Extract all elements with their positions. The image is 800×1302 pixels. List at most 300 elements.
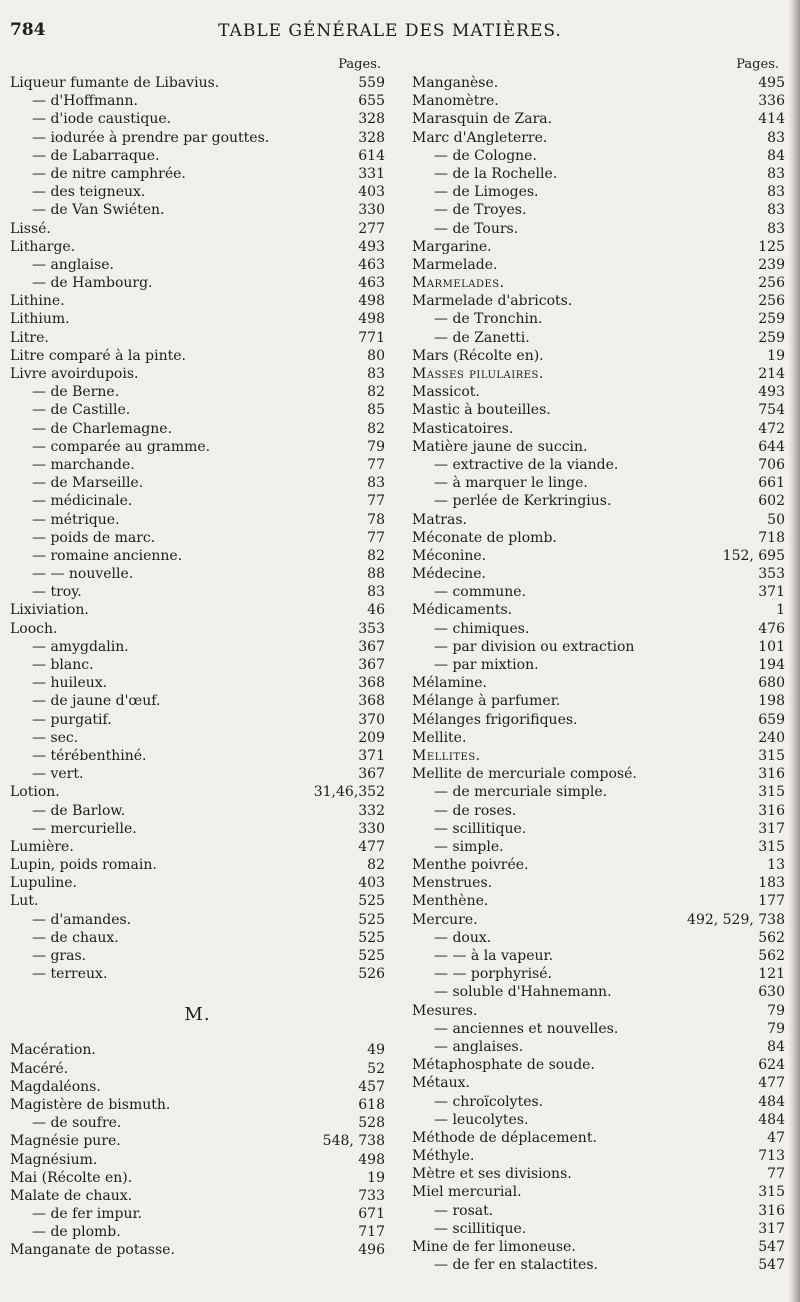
entry-term: — de plomb. [32, 1224, 121, 1241]
entry-page: 1 [776, 602, 785, 619]
entry-term: — perlée de Kerkringius. [434, 493, 612, 510]
entry-term: Magistère de bismuth. [10, 1096, 171, 1113]
index-list-m-continued [412, 74, 785, 1274]
entry-term: Mellite de mercuriale composé. [412, 766, 637, 783]
entry-page: 403 [358, 875, 385, 892]
index-entry [412, 365, 785, 383]
entry-term: Méconine. [412, 547, 487, 564]
entry-term: Magdaléons. [10, 1078, 101, 1095]
index-entry [10, 1041, 385, 1059]
entry-term: — de chaux. [32, 929, 119, 946]
entry-page: 78 [367, 511, 385, 528]
entry-page: 82 [367, 857, 385, 874]
entry-page: 330 [358, 202, 385, 219]
entry-page: 19 [767, 347, 785, 364]
entry-page: 496 [358, 1242, 385, 1259]
entry-page: 661 [758, 475, 785, 492]
entry-term: Massicot. [412, 384, 480, 401]
entry-page: 525 [358, 893, 385, 910]
entry-page: 83 [367, 366, 385, 382]
index-entry [10, 692, 385, 710]
index-entry [412, 1147, 785, 1165]
entry-term: Margarine. [412, 238, 492, 255]
entry-term: Macéré. [10, 1060, 69, 1077]
index-entry [412, 1220, 785, 1238]
index-entry [412, 438, 785, 456]
index-entry [10, 856, 385, 874]
index-entry [412, 420, 785, 438]
entry-term: Métaphosphate de soude. [412, 1057, 595, 1074]
index-entry [412, 1038, 785, 1056]
index-entry [412, 1020, 785, 1038]
entry-page: 671 [358, 1206, 385, 1223]
index-entry [412, 383, 785, 401]
index-entry [10, 802, 385, 820]
entry-page: 88 [367, 566, 385, 583]
entry-term: — médicinale. [32, 493, 133, 510]
index-entry [10, 511, 385, 529]
entry-term: — de fer impur. [32, 1206, 143, 1223]
index-entry [412, 583, 785, 601]
page-number: 784 [10, 20, 46, 40]
index-entry [10, 1078, 385, 1096]
right-column [412, 56, 785, 1274]
entry-page: 493 [358, 238, 385, 255]
index-entry [412, 947, 785, 965]
index-entry [412, 456, 785, 474]
entry-term: — de Tours. [434, 220, 519, 237]
index-entry [412, 1074, 785, 1092]
index-entry [412, 1093, 785, 1111]
entry-term: Méconate de plomb. [412, 529, 557, 546]
entry-page: 754 [758, 402, 785, 419]
index-entry [10, 929, 385, 947]
index-entry [10, 183, 385, 201]
index-entry [10, 274, 385, 292]
entry-term: — — porphyrisé. [434, 966, 552, 983]
index-entry [412, 856, 785, 874]
index-entry [412, 347, 785, 365]
entry-page: 717 [358, 1224, 385, 1241]
index-entry [10, 310, 385, 328]
entry-term: — purgatif. [32, 711, 112, 728]
entry-page: 13 [767, 857, 785, 874]
index-entry [10, 838, 385, 856]
index-entry [412, 1111, 785, 1129]
entry-page: 368 [358, 675, 385, 692]
entry-term: Litre comparé à la pinte. [10, 347, 186, 364]
entry-term: Liqueur fumante de Libavius. [10, 75, 220, 91]
entry-page: 526 [358, 966, 385, 983]
entry-term: — de la Rochelle. [434, 165, 558, 182]
entry-term: Lupin, poids romain. [10, 857, 157, 874]
index-entry [412, 820, 785, 838]
index-entry [412, 965, 785, 983]
entry-term: Mercure. [412, 911, 478, 928]
entry-page: 457 [358, 1078, 385, 1095]
index-entry [10, 874, 385, 892]
index-entry [10, 529, 385, 547]
index-entry [10, 565, 385, 583]
entry-page: 562 [758, 948, 785, 964]
entry-page: 19 [367, 1169, 385, 1186]
index-entry [412, 729, 785, 747]
entry-page: 177 [758, 893, 785, 910]
index-entry [10, 110, 385, 128]
entry-term: — soluble d'Hahnemann. [434, 984, 612, 1001]
entry-term: Médecine. [412, 566, 486, 583]
entry-page: 370 [358, 711, 385, 728]
entry-term: — blanc. [32, 657, 94, 673]
index-entry [412, 802, 785, 820]
entry-page: 121 [758, 966, 785, 983]
index-entry [412, 256, 785, 274]
entry-page: 336 [758, 93, 785, 110]
entry-page: 477 [758, 1075, 785, 1092]
entry-term: — scillitique. [434, 820, 527, 837]
index-entry [10, 147, 385, 165]
entry-term: Lithine. [10, 293, 65, 310]
index-entry [412, 1256, 785, 1274]
entry-page: 77 [367, 456, 385, 473]
index-entry [412, 674, 785, 692]
index-entry [10, 365, 385, 383]
pages-column-label: Pages. [736, 57, 779, 72]
entry-page: 83 [767, 202, 785, 219]
entry-page: 79 [367, 438, 385, 455]
index-entry [10, 820, 385, 838]
entry-page: 492, 529, 738 [687, 911, 785, 928]
entry-term: Malate de chaux. [10, 1187, 133, 1204]
entry-page: 771 [358, 329, 385, 346]
entry-term: — par division ou extraction [434, 638, 635, 655]
entry-term: — anglaise. [32, 256, 114, 273]
index-entry [412, 911, 785, 929]
entry-page: 525 [358, 948, 385, 964]
entry-page: 495 [758, 75, 785, 91]
section-letter: M. [184, 1004, 211, 1026]
index-entry [412, 1202, 785, 1220]
index-entry [10, 438, 385, 456]
index-entry [10, 1132, 385, 1150]
entry-term: Menstrues. [412, 875, 493, 892]
entry-page: 82 [367, 384, 385, 401]
entry-term: Marmelade d'abricots. [412, 293, 573, 310]
entry-page: 84 [767, 1038, 785, 1055]
entry-term: — de Barlow. [32, 802, 126, 819]
index-entry [10, 1205, 385, 1223]
entry-term: — de Limoges. [434, 184, 539, 201]
left-column [10, 56, 385, 1260]
index-entry [10, 347, 385, 365]
entry-term: — comparée au gramme. [32, 438, 211, 455]
entry-term: Masticatoires. [412, 420, 514, 437]
entry-page: 328 [358, 129, 385, 146]
entry-page: 368 [358, 693, 385, 710]
entry-page: 83 [767, 129, 785, 146]
entry-term: Marc d'Angleterre. [412, 129, 548, 146]
entry-page: 713 [758, 1148, 785, 1165]
index-entry [10, 456, 385, 474]
entry-page: 353 [758, 566, 785, 583]
index-entry [412, 1129, 785, 1147]
index-entry [10, 674, 385, 692]
entry-page: 315 [758, 747, 785, 764]
entry-term: Manomètre. [412, 93, 499, 110]
entry-page: 332 [358, 802, 385, 819]
entry-term: Magnésie pure. [10, 1133, 121, 1150]
index-entry [10, 892, 385, 910]
entry-term: — rosat. [434, 1202, 494, 1219]
entry-term: — scillitique. [434, 1220, 527, 1237]
entry-page: 31,46,352 [313, 784, 385, 801]
index-entry [10, 238, 385, 256]
entry-term: — anciennes et nouvelles. [434, 1020, 619, 1037]
entry-term: Macération. [10, 1042, 96, 1059]
entry-page: 277 [358, 220, 385, 237]
entry-term: — métrique. [32, 511, 120, 528]
entry-term: — gras. [32, 948, 87, 964]
index-entry [412, 511, 785, 529]
index-entry [412, 1165, 785, 1183]
entry-page: 367 [358, 766, 385, 783]
index-entry [10, 1187, 385, 1205]
entry-term: — de mercuriale simple. [434, 784, 608, 801]
entry-term: Lixiviation. [10, 602, 89, 619]
entry-page: 83 [767, 220, 785, 237]
entry-page: 367 [358, 638, 385, 655]
entry-term: Mine de fer limoneuse. [412, 1239, 576, 1255]
entry-term: Lissé. [10, 220, 51, 237]
entry-term: Miel mercurial. [412, 1184, 522, 1201]
index-entry [10, 1060, 385, 1078]
entry-term: — de Marseille. [32, 475, 144, 492]
index-entry [10, 1096, 385, 1114]
entry-page: 256 [758, 293, 785, 310]
index-entry [10, 1241, 385, 1259]
index-entry [10, 1223, 385, 1241]
entry-page: 403 [358, 184, 385, 201]
entry-page: 259 [758, 311, 785, 328]
index-entry [10, 383, 385, 401]
index-entry [412, 474, 785, 492]
index-entry [10, 129, 385, 147]
index-entry [10, 1114, 385, 1132]
entry-term: — de Cologne. [434, 147, 537, 164]
index-entry [412, 292, 785, 310]
entry-term: Masses pilulaires. [412, 366, 544, 382]
index-entry [412, 74, 785, 92]
entry-page: 655 [358, 93, 385, 110]
entry-page: 194 [758, 657, 785, 673]
index-entry [10, 256, 385, 274]
entry-term: Lumière. [10, 838, 74, 855]
entry-page: 85 [367, 402, 385, 419]
entry-page: 614 [358, 147, 385, 164]
index-entry [412, 656, 785, 674]
entry-term: — extractive de la viande. [434, 456, 619, 473]
entry-term: — poids de marc. [32, 529, 156, 546]
entry-page: 644 [758, 438, 785, 455]
index-entry [412, 201, 785, 219]
entry-term: — commune. [434, 584, 527, 601]
index-entry [10, 74, 385, 92]
entry-page: 49 [367, 1042, 385, 1059]
entry-page: 183 [758, 875, 785, 892]
index-list-m [10, 1041, 385, 1259]
entry-page: 525 [358, 911, 385, 928]
index-entry [10, 765, 385, 783]
entry-page: 315 [758, 784, 785, 801]
index-entry [412, 183, 785, 201]
entry-term: Mastic à bouteilles. [412, 402, 551, 419]
entry-page: 101 [758, 638, 785, 655]
entry-page: 240 [758, 729, 785, 746]
entry-term: — romaine ancienne. [32, 547, 183, 564]
entry-term: Litre. [10, 329, 49, 346]
entry-page: 46 [367, 602, 385, 619]
entry-page: 733 [358, 1187, 385, 1204]
index-entry [10, 1151, 385, 1169]
index-entry [412, 329, 785, 347]
entry-page: 680 [758, 675, 785, 692]
entry-term: — de roses. [434, 802, 517, 819]
entry-term: — de jaune d'œuf. [32, 693, 161, 710]
entry-term: — anglaises. [434, 1038, 524, 1055]
entry-term: — iodurée à prendre par gouttes. [32, 129, 270, 146]
entry-page: 477 [358, 838, 385, 855]
entry-term: — de Labarraque. [32, 147, 160, 164]
index-entry [10, 711, 385, 729]
index-entry [412, 165, 785, 183]
entry-page: 198 [758, 693, 785, 710]
entry-term: Lithium. [10, 311, 70, 328]
entry-page: 706 [758, 456, 785, 473]
entry-term: Mesures. [412, 1002, 478, 1019]
entry-page: 259 [758, 329, 785, 346]
entry-page: 630 [758, 984, 785, 1001]
entry-term: — d'Hoffmann. [32, 93, 138, 110]
entry-term: Médicaments. [412, 602, 513, 619]
entry-term: — de fer en stalactites. [434, 1257, 598, 1274]
entry-page: 330 [358, 820, 385, 837]
entry-term: Métaux. [412, 1075, 470, 1092]
index-entry [10, 547, 385, 565]
entry-page: 256 [758, 275, 785, 292]
entry-page: 353 [358, 620, 385, 637]
entry-page: 548, 738 [322, 1133, 385, 1150]
index-entry [412, 147, 785, 165]
entry-page: 371 [358, 747, 385, 764]
entry-page: 77 [767, 1166, 785, 1183]
entry-page: 83 [767, 165, 785, 182]
index-entry [10, 329, 385, 347]
entry-term: — chimiques. [434, 620, 530, 637]
entry-page: 463 [358, 275, 385, 292]
running-title: TABLE GÉNÉRALE DES MATIÈRES. [218, 21, 562, 41]
entry-page: 152, 695 [722, 547, 785, 564]
entry-page: 80 [367, 347, 385, 364]
entry-term: — — à la vapeur. [434, 948, 554, 964]
entry-page: 83 [367, 475, 385, 492]
entry-page: 47 [767, 1129, 785, 1146]
entry-term: — de Tronchin. [434, 311, 543, 328]
entry-page: 463 [358, 256, 385, 273]
entry-term: Mélamine. [412, 675, 487, 692]
entry-page: 77 [367, 493, 385, 510]
entry-page: 498 [358, 1151, 385, 1168]
entry-term: Livre avoirdupois. [10, 366, 139, 382]
index-entry [412, 565, 785, 583]
entry-page: 547 [758, 1257, 785, 1274]
index-entry [412, 220, 785, 238]
index-entry [412, 838, 785, 856]
entry-page: 618 [358, 1096, 385, 1113]
entry-term: — chroïcolytes. [434, 1093, 544, 1110]
entry-page: 528 [358, 1115, 385, 1132]
entry-page: 367 [358, 657, 385, 673]
entry-term: — par mixtion. [434, 657, 539, 673]
entry-term: Mètre et ses divisions. [412, 1166, 572, 1183]
index-entry [10, 947, 385, 965]
entry-page: 125 [758, 238, 785, 255]
page-edge-shadow [788, 0, 800, 1302]
entry-page: 82 [367, 420, 385, 437]
entry-term: — de Charlemagne. [32, 420, 173, 437]
entry-term: Litharge. [10, 238, 76, 255]
index-entry [10, 965, 385, 983]
entry-term: Magnésium. [10, 1151, 98, 1168]
entry-term: Manganèse. [412, 75, 499, 91]
index-entry [412, 401, 785, 419]
entry-term: Mellite. [412, 729, 467, 746]
entry-page: 82 [367, 547, 385, 564]
entry-page: 315 [758, 1184, 785, 1201]
index-entry [412, 1002, 785, 1020]
index-entry [10, 420, 385, 438]
index-entry [10, 201, 385, 219]
index-entry [412, 692, 785, 710]
entry-page: 328 [358, 111, 385, 128]
entry-page: 316 [758, 802, 785, 819]
entry-page: 52 [367, 1060, 385, 1077]
entry-page: 79 [767, 1020, 785, 1037]
entry-term: Mars (Récolte en). [412, 347, 544, 364]
index-entry [412, 747, 785, 765]
index-entry [10, 1169, 385, 1187]
entry-page: 315 [758, 838, 785, 855]
entry-term: Marmelades. [412, 275, 505, 292]
entry-page: 214 [758, 366, 785, 382]
entry-term: — de Hambourg. [32, 275, 153, 292]
entry-page: 371 [758, 584, 785, 601]
index-entry [10, 783, 385, 801]
index-entry [412, 765, 785, 783]
entry-term: — de Troyes. [434, 202, 527, 219]
entry-term: — de Zanetti. [434, 329, 530, 346]
entry-page: 476 [758, 620, 785, 637]
entry-term: — de Van Swiéten. [32, 202, 165, 219]
entry-term: — de Berne. [32, 384, 120, 401]
page-header [10, 20, 770, 50]
entry-page: 498 [358, 293, 385, 310]
entry-page: 659 [758, 711, 785, 728]
index-entry [10, 583, 385, 601]
entry-term: Lupuline. [10, 875, 77, 892]
entry-term: — térébenthiné. [32, 747, 147, 764]
entry-term: — amygdalin. [32, 638, 129, 655]
entry-term: — marchande. [32, 456, 135, 473]
